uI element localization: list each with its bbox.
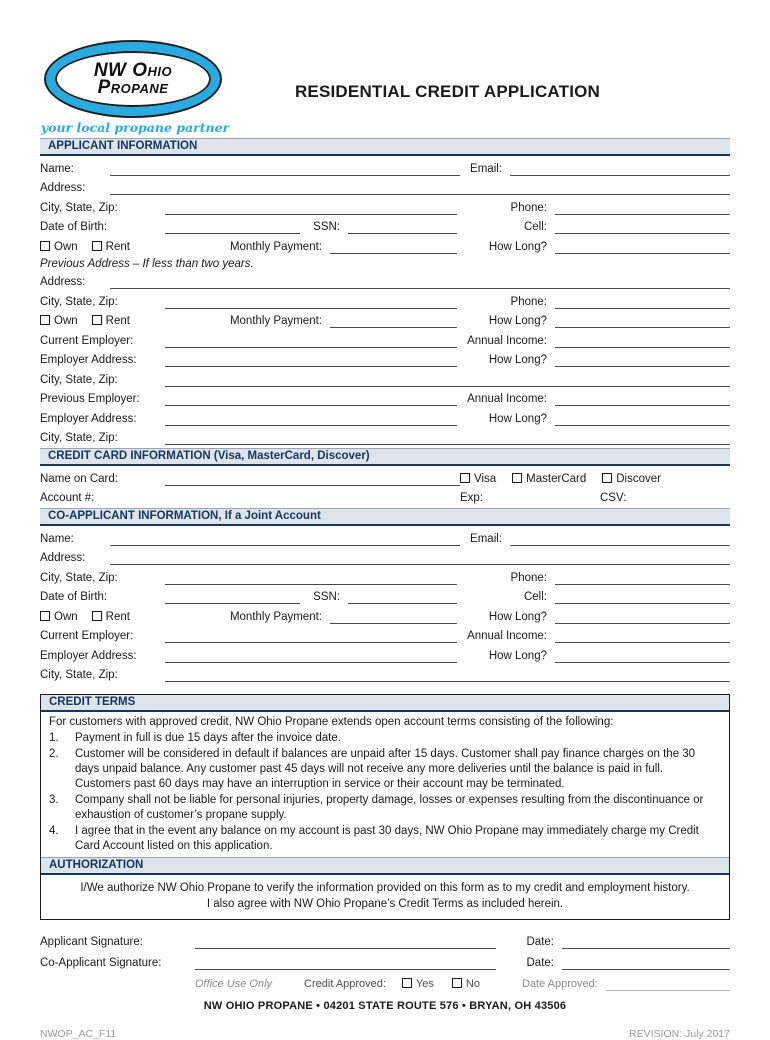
section-header-credit-terms: CREDIT TERMS	[41, 695, 729, 712]
applicant-dob-field[interactable]	[165, 219, 300, 234]
cell-label: Cell:	[523, 591, 547, 603]
name-label: Name:	[40, 162, 74, 175]
coapplicant-signature-row	[40, 949, 730, 970]
form-header	[40, 42, 730, 135]
csv-label: CSV:	[600, 492, 627, 504]
coapplicant-address-row	[40, 546, 730, 566]
previous-employer-how-long-field[interactable]	[555, 411, 730, 426]
authorization-line1: I/We authorize NW Ohio Propane to verify the information provided on this form as to my credit and employment history.	[80, 882, 690, 894]
credit-terms-item-4: I agree that in the event any balance on my account is past 30 days, NW Ohio Propane may immediately charge my Credit Card Account listed on this application.	[75, 825, 699, 852]
phone-label: Phone:	[510, 201, 547, 214]
own-label: Own	[54, 315, 78, 327]
company-logo	[40, 42, 245, 135]
previous-employer-row	[40, 387, 730, 407]
employer-address-label: Employer Address:	[40, 354, 137, 366]
ssn-label: SSN:	[313, 591, 340, 603]
section-header-applicant: APPLICANT INFORMATION	[40, 138, 730, 156]
address-label: Address:	[40, 182, 86, 194]
coapplicant-monthly-payment-field[interactable]	[330, 609, 457, 624]
credit-terms-box	[40, 694, 730, 920]
credit-terms-item: 4. I agree that in the event any balance on my account is past 30 days, NW Ohio Propane may immediately charge my Credit Card Account listed on this application.	[41, 824, 729, 857]
applicant-ssn-field[interactable]	[348, 219, 457, 234]
previous-rent-checkbox[interactable]	[92, 315, 102, 325]
applicant-own-checkbox[interactable]	[40, 241, 50, 251]
previous-how-long-field[interactable]	[555, 313, 730, 328]
applicant-phone-field[interactable]	[555, 200, 730, 215]
own-label: Own	[54, 610, 78, 623]
authorization-line2: I also agree with NW Ohio Propane’s Credit Terms as included herein.	[206, 898, 564, 910]
date-of-birth-label: Date of Birth:	[40, 221, 108, 233]
applicant-address-row	[40, 176, 730, 196]
current-employer-how-long-field[interactable]	[555, 352, 730, 367]
how-long-label: How Long?	[488, 412, 547, 425]
how-long-label: How Long?	[488, 649, 547, 662]
form-code: NWOP_AC_F11	[40, 1028, 117, 1040]
previous-ownrent-row	[40, 309, 730, 329]
applicant-signature-row	[40, 928, 730, 949]
credit-approved-yes-checkbox[interactable]	[402, 978, 412, 988]
monthly-payment-label: Monthly Payment:	[229, 240, 322, 253]
section-header-authorization: AUTHORIZATION	[41, 857, 729, 875]
coapplicant-signature-field[interactable]	[195, 955, 496, 970]
logo-ellipse-icon	[46, 42, 220, 116]
coapplicant-annual-income-field[interactable]	[555, 628, 730, 643]
address-label: Address:	[40, 276, 86, 288]
mastercard-checkbox[interactable]	[512, 473, 522, 483]
annual-income-label: Annual Income:	[467, 630, 547, 642]
applicant-cell-field[interactable]	[555, 219, 730, 234]
account-number-row	[40, 486, 730, 506]
current-employer-label: Current Employer:	[40, 630, 134, 642]
coapplicant-date-field[interactable]	[562, 955, 730, 970]
previous-monthly-payment-field[interactable]	[330, 313, 457, 328]
coapplicant-rent-checkbox[interactable]	[92, 611, 102, 621]
how-long-label: How Long?	[488, 610, 547, 623]
previous-employer-label: Previous Employer:	[40, 393, 140, 405]
previous-own-checkbox[interactable]	[40, 315, 50, 325]
coapplicant-cell-field[interactable]	[555, 589, 730, 604]
logo-line2: Propane	[97, 77, 169, 98]
credit-approved-label: Credit Approved:	[304, 978, 386, 990]
coapplicant-employer-csz-field[interactable]	[165, 667, 730, 682]
cell-label: Cell:	[523, 221, 547, 233]
city-state-zip-label: City, State, Zip:	[40, 295, 118, 308]
credit-terms-item-2: Customer will be considered in default if balances are unpaid after 15 days. Customer shall pay finance charges on the 30 days unpaid balance. Any customer past 45 days will not receive any more deliveries until the balance is paid in full. Customers past 60 days may have an interruption in service or their account may be terminated.	[75, 748, 696, 790]
date-label: Date:	[526, 957, 554, 969]
rent-label: Rent	[105, 315, 130, 327]
how-long-label: How Long?	[488, 240, 547, 253]
city-state-zip-label: City, State, Zip:	[40, 373, 118, 386]
coapplicant-name-row	[40, 526, 730, 546]
applicant-csz-row	[40, 195, 730, 215]
coapplicant-dob-field[interactable]	[165, 589, 300, 604]
coapplicant-dob-row	[40, 585, 730, 605]
applicant-csz-field[interactable]	[165, 200, 457, 215]
how-long-label: How Long?	[488, 354, 547, 366]
date-of-birth-label: Date of Birth:	[40, 591, 108, 603]
applicant-rent-checkbox[interactable]	[92, 241, 102, 251]
current-employer-address-field[interactable]	[165, 352, 457, 367]
coapplicant-how-long-field[interactable]	[555, 609, 730, 624]
previous-employer-csz-field[interactable]	[165, 430, 730, 445]
annual-income-label: Annual Income:	[467, 334, 547, 347]
rent-label: Rent	[105, 240, 130, 253]
applicant-dob-row	[40, 215, 730, 235]
credit-terms-item-1: Payment in full is due 15 days after the invoice date.	[75, 732, 341, 744]
phone-label: Phone:	[510, 571, 547, 584]
section-header-co-applicant: CO-APPLICANT INFORMATION, If a Joint Account	[40, 508, 730, 526]
how-long-label: How Long?	[488, 315, 547, 327]
date-approved-label: Date Approved:	[521, 978, 598, 990]
coapplicant-address-field[interactable]	[110, 550, 730, 565]
city-state-zip-label: City, State, Zip:	[40, 571, 118, 584]
address-label: Address:	[40, 552, 86, 564]
applicant-monthly-payment-field[interactable]	[330, 239, 457, 254]
logo-line1: NW Ohio	[93, 60, 173, 81]
coapplicant-ownrent-row	[40, 604, 730, 624]
current-employer-field[interactable]	[165, 333, 457, 348]
coapplicant-employer-address-row	[40, 643, 730, 663]
city-state-zip-label: City, State, Zip:	[40, 669, 118, 681]
employer-address-label: Employer Address:	[40, 649, 137, 662]
previous-address-field[interactable]	[110, 274, 730, 289]
previous-csz-row	[40, 289, 730, 309]
current-employer-address-row	[40, 348, 730, 368]
page-title: RESIDENTIAL CREDIT APPLICATION	[294, 82, 601, 101]
applicant-how-long-field[interactable]	[555, 239, 730, 254]
phone-label: Phone:	[510, 295, 547, 308]
coapplicant-phone-field[interactable]	[555, 570, 730, 585]
co-applicant-signature-label: Co-Applicant Signature:	[40, 957, 162, 969]
office-use-row	[195, 972, 730, 991]
previous-employer-field[interactable]	[165, 391, 457, 406]
applicant-email-field[interactable]	[510, 161, 730, 176]
credit-approved-no-checkbox[interactable]	[452, 978, 462, 988]
visa-checkbox[interactable]	[460, 473, 470, 483]
name-label: Name:	[40, 532, 74, 545]
applicant-signature-label: Applicant Signature:	[40, 936, 143, 948]
logo-tagline: your local propane partner	[40, 120, 230, 135]
coapplicant-employer-field[interactable]	[165, 628, 457, 643]
previous-employer-csz-row	[40, 426, 730, 446]
coapplicant-ssn-field[interactable]	[348, 589, 457, 604]
current-employer-label: Current Employer:	[40, 334, 134, 347]
coapplicant-employer-how-long-field[interactable]	[555, 648, 730, 663]
previous-phone-field[interactable]	[555, 294, 730, 309]
authorization-text	[41, 875, 729, 919]
name-on-card-label: Name on Card:	[40, 472, 118, 485]
page-footer	[40, 1028, 730, 1040]
current-employer-csz-row	[40, 367, 730, 387]
no-label: No	[465, 978, 480, 990]
email-label: Email:	[470, 162, 502, 175]
applicant-name-field[interactable]	[110, 161, 460, 176]
credit-terms-item: 3. Company shall not be liable for personal injuries, property damage, losses or expenses resulting from the discontinuance or exhaustion of customer’s propane supply.	[41, 793, 729, 824]
previous-address-row	[40, 270, 730, 290]
current-annual-income-field[interactable]	[555, 333, 730, 348]
monthly-payment-label: Monthly Payment:	[229, 610, 322, 623]
city-state-zip-label: City, State, Zip:	[40, 201, 118, 214]
applicant-signature-field[interactable]	[195, 934, 496, 949]
coapplicant-name-field[interactable]	[110, 531, 460, 546]
revision-text: REVISION: July 2017	[629, 1028, 730, 1040]
credit-terms-intro: For customers with approved credit, NW Ohio Propane extends open account terms consisting of the following:	[49, 716, 614, 728]
applicant-address-field[interactable]	[110, 180, 730, 195]
date-approved-field[interactable]	[606, 978, 730, 991]
previous-address-note: Previous Address – If less than two years.	[40, 257, 254, 270]
visa-label: Visa	[474, 472, 497, 485]
coapplicant-employer-csz-row	[40, 663, 730, 683]
account-number-label: Account #:	[40, 492, 95, 504]
applicant-date-field[interactable]	[562, 934, 730, 949]
credit-terms-item-3: Company shall not be liable for personal injuries, property damage, losses or expenses resulting from the discontinuance or exhaustion of customer’s propane supply.	[75, 794, 704, 821]
ssn-label: SSN:	[313, 221, 340, 233]
own-label: Own	[54, 240, 78, 253]
previous-employer-address-field[interactable]	[165, 411, 457, 426]
date-label: Date:	[526, 936, 554, 948]
applicant-ownrent-row	[40, 234, 730, 254]
previous-employer-address-row	[40, 406, 730, 426]
discover-label: Discover	[616, 472, 661, 485]
current-employer-row	[40, 328, 730, 348]
current-employer-csz-field[interactable]	[165, 372, 730, 387]
city-state-zip-label: City, State, Zip:	[40, 432, 118, 444]
coapplicant-csz-field[interactable]	[165, 570, 457, 585]
office-use-only-label: Office Use Only	[195, 978, 273, 990]
mastercard-label: MasterCard	[526, 472, 587, 485]
discover-checkbox[interactable]	[602, 473, 612, 483]
email-label: Email:	[470, 532, 502, 545]
name-on-card-row	[40, 466, 730, 486]
rent-label: Rent	[105, 610, 130, 623]
coapplicant-email-field[interactable]	[510, 531, 730, 546]
exp-label: Exp:	[460, 492, 484, 504]
previous-csz-field[interactable]	[165, 294, 457, 309]
employer-address-label: Employer Address:	[40, 412, 137, 425]
applicant-name-row	[40, 156, 730, 176]
monthly-payment-label: Monthly Payment:	[229, 315, 322, 327]
previous-annual-income-field[interactable]	[555, 391, 730, 406]
credit-terms-item: 1. Payment in full is due 15 days after the invoice date.	[41, 731, 729, 747]
name-on-card-field[interactable]	[165, 471, 460, 486]
annual-income-label: Annual Income:	[467, 393, 547, 405]
credit-terms-item: 2. Customer will be considered in default if balances are unpaid after 15 days. Customer shall pay finance charges on the 30 days unpaid balance. Any customer past 45 days will not receive any more deliveries until the balance is paid in full. Customers past 60 days may have an interruption in service or their account may be terminated.	[41, 747, 729, 793]
coapplicant-own-checkbox[interactable]	[40, 611, 50, 621]
coapplicant-employer-address-field[interactable]	[165, 648, 457, 663]
yes-label: Yes	[415, 978, 434, 990]
company-address-line: NW OHIO PROPANE • 04201 STATE ROUTE 576 • BRYAN, OH 43506	[203, 1000, 567, 1012]
section-header-credit-card: CREDIT CARD INFORMATION (Visa, MasterCard, Discover)	[40, 448, 730, 466]
coapplicant-csz-row	[40, 565, 730, 585]
coapplicant-employer-row	[40, 624, 730, 644]
